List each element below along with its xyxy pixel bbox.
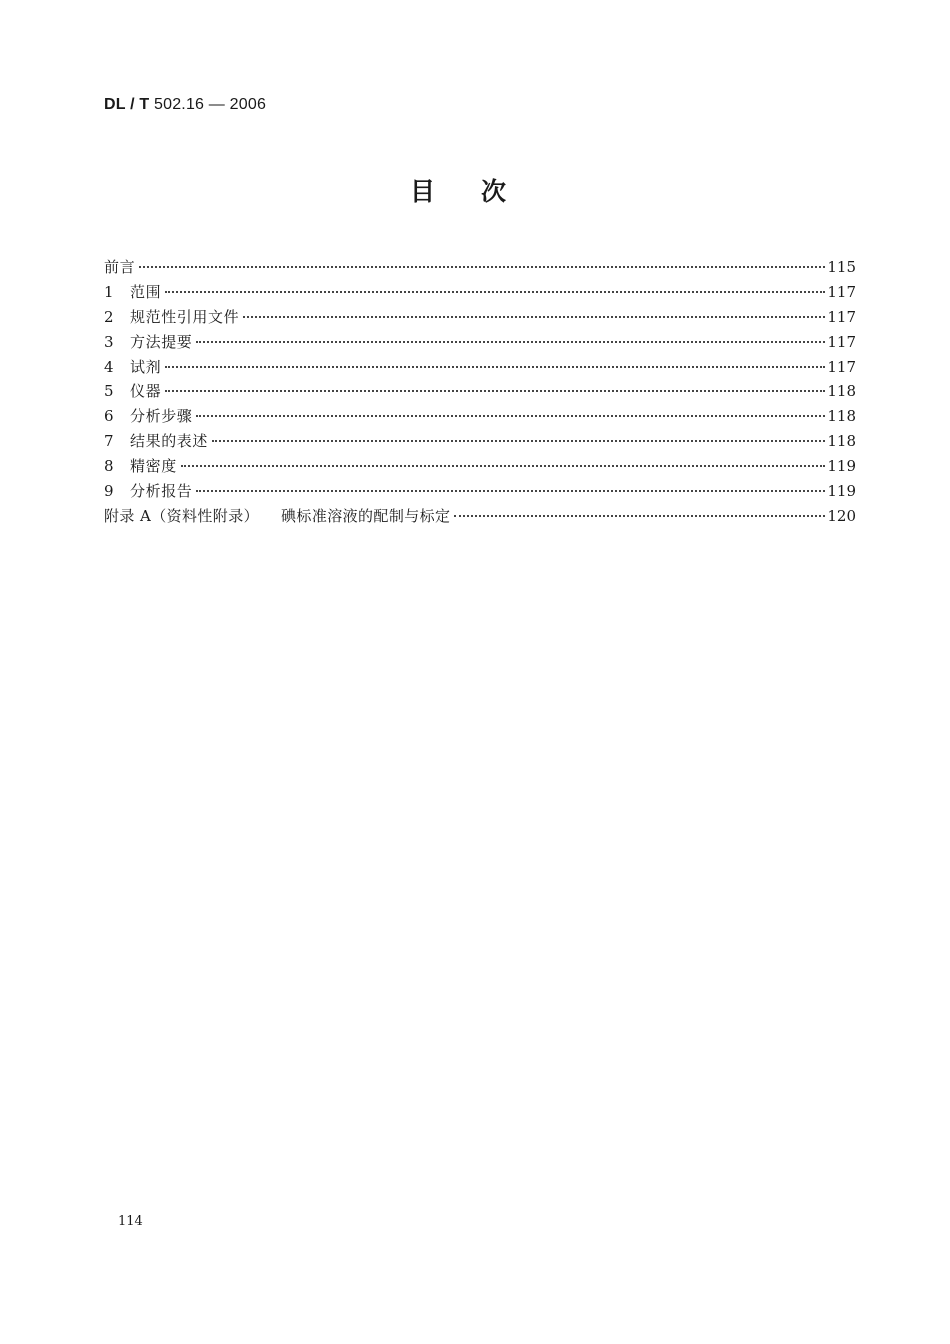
toc-entry-normative-references[interactable] <box>104 305 856 330</box>
dot-leader <box>196 415 825 417</box>
toc-entry-page: 118 <box>827 432 856 451</box>
toc-entry-label: 试剂 <box>130 357 162 376</box>
toc-entry-page: 117 <box>827 307 856 326</box>
dot-leader <box>454 515 825 517</box>
table-of-contents <box>104 255 856 529</box>
appendix-label: 附录 A（资料性附录） <box>104 506 260 525</box>
appendix-title: 碘标准溶液的配制与标定 <box>281 506 451 525</box>
toc-entry-number: 1 <box>104 282 114 301</box>
toc-entry-number: 5 <box>104 382 114 401</box>
toc-entry-page: 117 <box>827 282 856 301</box>
dot-leader <box>181 465 826 467</box>
toc-entry-page: 119 <box>827 457 856 476</box>
dot-leader <box>196 341 825 343</box>
toc-entry-scope[interactable] <box>104 280 856 305</box>
toc-entry-label: 范围 <box>130 282 162 301</box>
toc-entry-page: 120 <box>827 506 856 525</box>
toc-entry-number: 6 <box>104 407 114 426</box>
standard-code <box>104 96 266 114</box>
toc-entry-precision[interactable] <box>104 454 856 479</box>
toc-entry-page: 117 <box>827 332 856 351</box>
toc-entry-label: 方法提要 <box>130 332 193 351</box>
toc-entry-page: 119 <box>827 482 856 501</box>
toc-entry-number: 3 <box>104 332 114 351</box>
standard-number: 502.16 — 2006 <box>154 96 267 113</box>
toc-entry-label: 前言 <box>104 258 136 276</box>
dot-leader <box>212 440 825 442</box>
standard-prefix: DL / T <box>104 96 150 113</box>
toc-entry-reagents[interactable] <box>104 355 856 380</box>
dot-leader <box>139 266 825 268</box>
toc-entry-number: 9 <box>104 482 114 501</box>
dot-leader <box>165 390 825 392</box>
toc-entry-number: 2 <box>104 307 114 326</box>
toc-entry-number: 4 <box>104 357 114 376</box>
dot-leader <box>165 291 825 293</box>
toc-entry-instruments[interactable] <box>104 379 856 404</box>
dot-leader <box>196 490 825 492</box>
toc-entry-label: 分析步骤 <box>130 407 193 426</box>
toc-entry-label: 分析报告 <box>130 482 193 501</box>
toc-entry-method-summary[interactable] <box>104 330 856 355</box>
toc-entry-foreword[interactable] <box>104 255 856 280</box>
toc-entry-result-expression[interactable] <box>104 429 856 454</box>
toc-entry-label: 结果的表述 <box>130 432 209 451</box>
page-number: 114 <box>118 1214 143 1229</box>
toc-entry-page: 117 <box>827 357 856 376</box>
toc-entry-appendix-a[interactable] <box>104 504 856 529</box>
toc-title: 目次 <box>409 177 552 206</box>
toc-entry-analysis-report[interactable] <box>104 479 856 504</box>
dot-leader <box>243 316 825 318</box>
toc-entry-label: 精密度 <box>130 457 177 476</box>
dot-leader <box>165 366 825 368</box>
toc-entry-label: 仪器 <box>130 382 162 401</box>
toc-entry-analysis-steps[interactable] <box>104 404 856 429</box>
toc-entry-number: 7 <box>104 432 114 451</box>
toc-entry-page: 118 <box>827 382 856 401</box>
toc-entry-page: 115 <box>827 258 856 276</box>
toc-entry-page: 118 <box>827 407 856 426</box>
toc-entry-label: 规范性引用文件 <box>130 307 240 326</box>
toc-entry-number: 8 <box>104 457 114 476</box>
